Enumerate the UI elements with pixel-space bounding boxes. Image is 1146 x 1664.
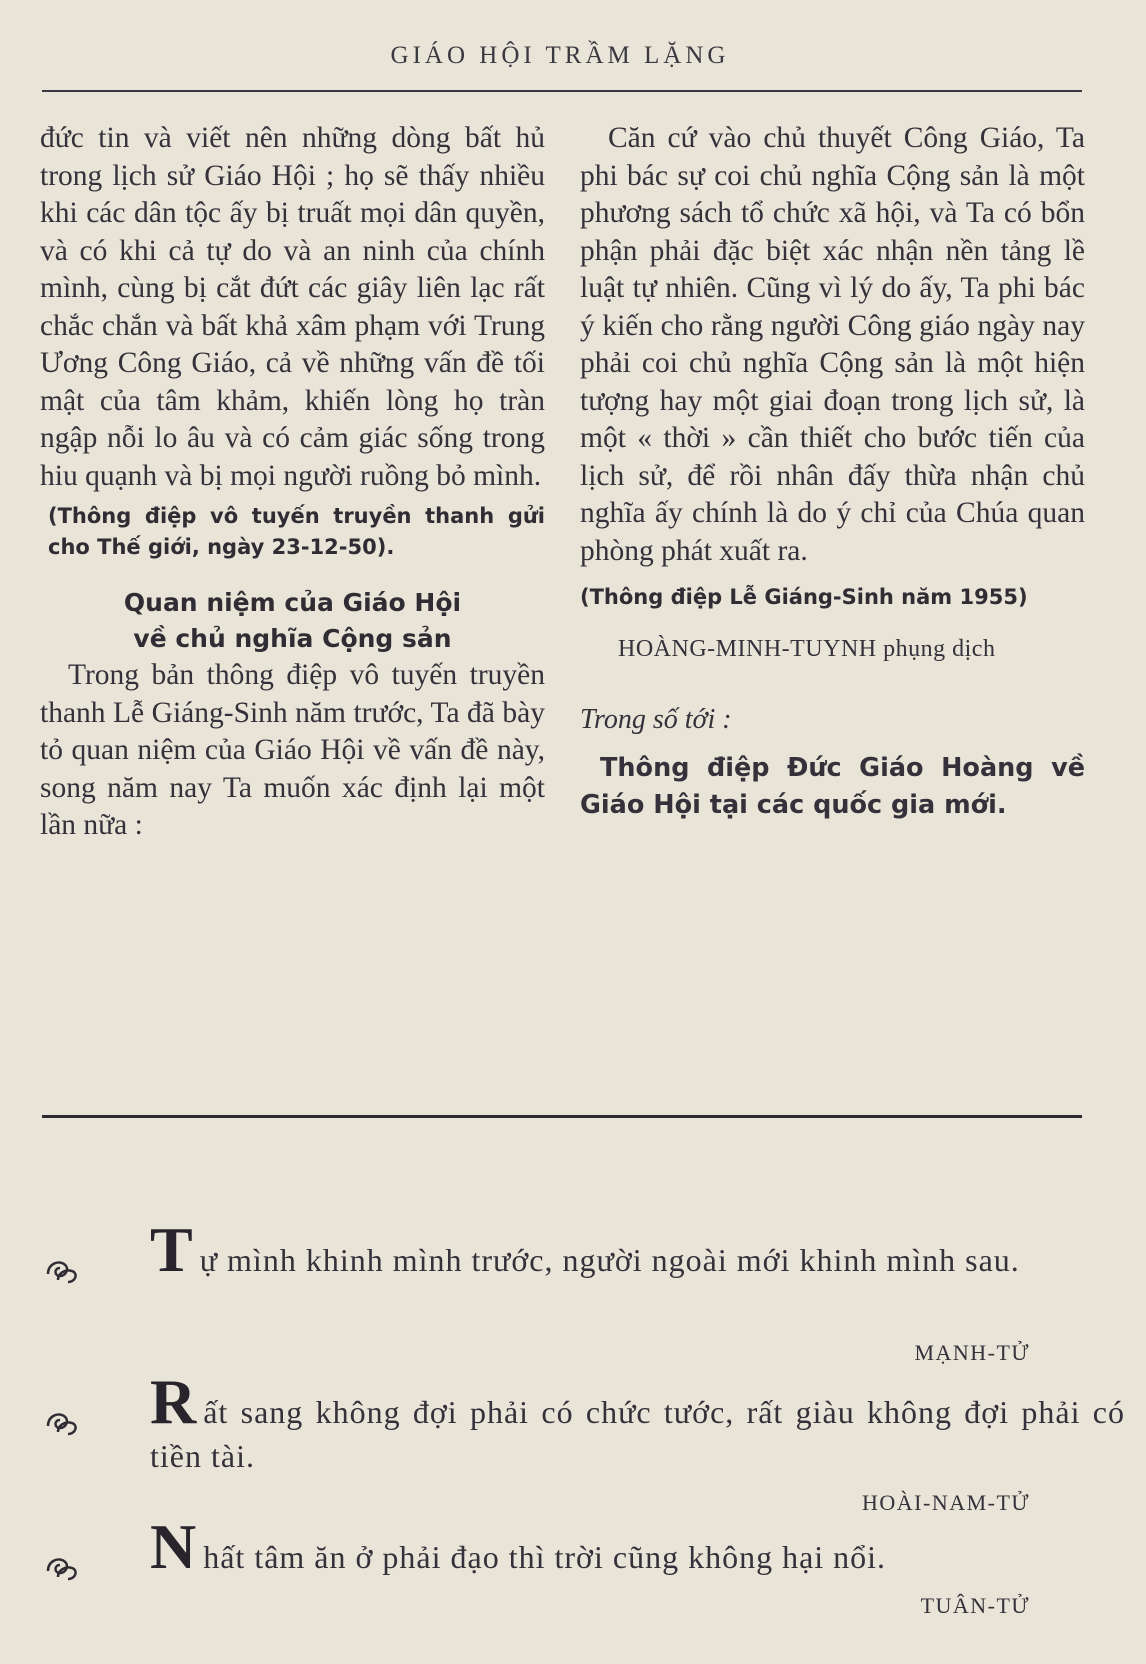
drop-cap: N — [150, 1511, 198, 1582]
ornament-icon — [44, 1256, 78, 1286]
right-column — [580, 120, 1085, 824]
section-heading — [40, 585, 545, 657]
right-paragraph-1: Căn cứ vào chủ thuyết Công Giáo, Ta phi bác sự coi chủ nghĩa Cộng sản là một phương sách tổ chức xã hội, và Ta có bổn phận phải đặc biệt xác nhận nền tảng lề luật tự nhiên. Cũng vì lý do ấy, Ta phi bác ý kiến cho rằng người Công giáo ngày nay phải coi chủ nghĩa Cộng sản là một hiện tượng hay một giai đoạn trong lịch sử, là một « thời » cần thiết cho bước tiến của lịch sử, để rồi nhân đấy thừa nhận chủ nghĩa ấy chính là do ý chỉ của Chúa quan phòng phát xuất ra. — [580, 122, 1085, 567]
left-attribution: (Thông điệp vô tuyến truyền thanh gửi cho Thế giới, ngày 23-12-50). — [48, 504, 545, 559]
ornament-icon — [44, 1408, 78, 1438]
quote-body-text: ự mình khinh mình trước, người ngoài mới khinh mình sau. — [199, 1242, 1020, 1278]
left-paragraph-1: đức tin và viết nên những dòng bất hủ trong lịch sử Giáo Hội ; họ sẽ thấy nhiều khi các dân tộc ấy bị truất mọi dân quyền, và có khi cả tự do và an ninh của chính mình, cùng bị cắt đứt các giây liên lạc rất chắc chắn và bất khả xâm phạm với Trung Ương Công Giáo, cả về những vấn đề tối mật của tâm khảm, khiến lòng họ tràn ngập nỗi lo âu và có cảm giác sống trong hiu quạnh và bị mọi người ruồng bỏ mình. — [40, 122, 545, 492]
ornament-icon — [44, 1553, 78, 1583]
translator-credit: HOÀNG-MINH-TUYNH phụng dịch — [618, 636, 996, 662]
quote-text — [150, 1366, 1125, 1478]
next-issue-label: Trong số tới : — [580, 703, 732, 735]
next-issue-title: Thông điệp Đức Giáo Hoàng về Giáo Hội tại các quốc gia mới. — [580, 753, 1085, 820]
quote-text — [150, 1214, 1125, 1285]
quote-body-text: hất tâm ăn ở phải đạo thì trời cũng không hại nổi. — [203, 1539, 887, 1575]
quote-author: TUÂN-TỬ — [920, 1593, 1030, 1618]
quote-author: HOÀI-NAM-TỬ — [862, 1490, 1030, 1515]
section-heading-line-1: Quan niệm của Giáo Hội — [123, 588, 462, 617]
section-divider — [42, 1115, 1082, 1118]
header-rule — [42, 90, 1082, 92]
quote-body-text: ất sang không đợi phải có chức tước, rất giàu không đợi phải có tiền tài. — [150, 1394, 1125, 1474]
running-head: GIÁO HỘI TRẦM LẶNG — [390, 42, 730, 69]
left-paragraph-2: Trong bản thông điệp vô tuyến truyền thanh Lễ Giáng-Sinh năm trước, Ta đã bày tỏ quan niệm của Giáo Hội về vấn đề này, song năm nay Ta muốn xác định lại một lần nữa : — [40, 659, 545, 841]
quote-author: MẠNH-TỬ — [914, 1340, 1030, 1365]
drop-cap: T — [150, 1214, 194, 1285]
drop-cap: R — [150, 1366, 198, 1437]
left-column — [40, 120, 545, 845]
section-heading-line-2: về chủ nghĩa Cộng sản — [133, 624, 452, 653]
right-attribution: (Thông điệp Lễ Giáng-Sinh năm 1955) — [580, 585, 1028, 609]
quote-text — [150, 1511, 1125, 1582]
